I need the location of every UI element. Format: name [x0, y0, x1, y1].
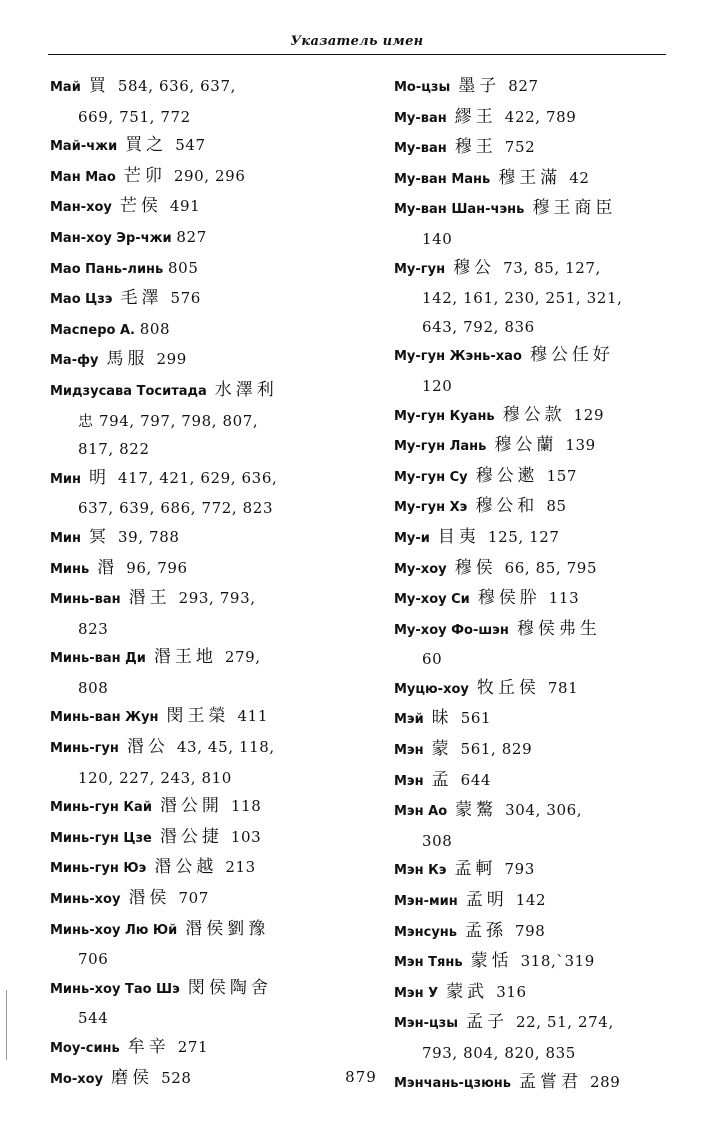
- index-entry: [394, 855, 714, 886]
- index-entry: [50, 192, 370, 223]
- entry-name: Минь-хоу: [50, 892, 121, 908]
- entry-name: Му-гун Жэнь-хао: [394, 349, 522, 365]
- entry-name: Май-чжи: [50, 139, 118, 155]
- index-entry: [50, 792, 370, 823]
- index-entry: [394, 947, 714, 978]
- entry-pages: 316: [496, 982, 527, 1001]
- entry-pages: 118: [230, 797, 262, 816]
- entry-hanzi: 穆公和: [475, 496, 539, 517]
- entry-hanzi: 穆侯: [454, 557, 497, 578]
- entry-pages: 576: [170, 289, 201, 308]
- entry-name: Минь-ван: [50, 592, 121, 608]
- index-entry: [394, 492, 714, 523]
- index-entry: [394, 401, 714, 432]
- entry-hanzi: 孟軻: [454, 859, 497, 880]
- entry-name: Му-ван Шан-чэнь: [394, 202, 525, 218]
- entry-hanzi: 閔王榮: [166, 706, 230, 727]
- entry-pages: 808: [139, 319, 171, 338]
- index-entry: [394, 313, 714, 342]
- entry-name: Минь-гун Кай: [50, 800, 152, 816]
- entry-pages: 66, 85, 795: [504, 558, 598, 577]
- entry-pages: 85: [546, 497, 567, 516]
- index-entry: [50, 554, 370, 585]
- entry-pages: 289: [589, 1072, 621, 1091]
- entry-name: Му-гун Су: [394, 469, 468, 485]
- entry-hanzi: 繆王: [454, 106, 497, 127]
- index-entry: [50, 823, 370, 854]
- entry-name: Мэн: [394, 773, 424, 789]
- entry-pages: 561, 829: [460, 740, 533, 759]
- entry-hanzi: 湣侯: [128, 888, 171, 909]
- entry-name: Му-хоу: [394, 561, 447, 577]
- entry-pages: 422, 789: [504, 107, 577, 126]
- entry-name: Ман-хоу Эр-чжи: [50, 230, 172, 246]
- entry-hanzi: 湣公: [126, 737, 169, 758]
- entry-continuation: 808: [78, 678, 109, 697]
- page-number: 879: [345, 1068, 377, 1086]
- entry-pages: 417, 421, 629, 636,: [118, 468, 278, 487]
- entry-hanzi: 湣侯劉豫: [185, 918, 270, 939]
- entry-name: Муцю-хоу: [394, 681, 469, 697]
- entry-hanzi: 毛澤: [120, 288, 163, 309]
- entry-hanzi: 湣公開: [159, 796, 223, 817]
- index-entry: [394, 133, 714, 164]
- entry-name: Му-ван: [394, 141, 447, 157]
- running-header: Указатель имен: [290, 34, 424, 49]
- entry-hanzi: 牧丘侯: [476, 677, 540, 698]
- index-entry: [394, 1008, 714, 1067]
- entry-pages: 644: [460, 770, 492, 789]
- entry-continuation: 308: [422, 831, 453, 850]
- index-entry: [50, 733, 370, 792]
- entry-name: Му-гун Лань: [394, 439, 487, 455]
- index-entry: [394, 554, 714, 585]
- entry-name: Мидзусава Тоситада: [50, 383, 207, 399]
- index-entry: [394, 615, 714, 674]
- entry-name: Мэн Кэ: [394, 863, 447, 879]
- entry-pages: 39, 788: [118, 527, 180, 546]
- entry-hanzi: 穆侯弗生: [516, 618, 601, 639]
- index-entry: [394, 462, 714, 493]
- entry-hanzi: 穆公蘭: [494, 435, 558, 456]
- index-entry: [394, 674, 714, 705]
- index-entry: [50, 131, 370, 162]
- entry-hanzi: 孟子: [465, 1012, 508, 1033]
- entry-name: Минь-ван Жун: [50, 710, 159, 726]
- entry-name: Мин: [50, 530, 82, 546]
- entry-name: Мин: [50, 471, 82, 487]
- scan-edge-mark: [6, 990, 7, 1060]
- entry-pages: 299: [156, 350, 187, 369]
- entry-pages: 43, 45, 118,: [176, 738, 275, 757]
- entry-name: Май: [50, 80, 81, 95]
- entry-hanzi: 明: [89, 467, 111, 488]
- entry-name: Мэй: [394, 712, 424, 728]
- index-entry: [50, 345, 370, 376]
- index-entry: [50, 853, 370, 884]
- entry-name: Му-хоу Фо-шэн: [394, 622, 509, 638]
- entry-hanzi: 牟辛: [127, 1037, 170, 1057]
- left-column: [50, 72, 370, 1094]
- entry-pages: 318,`319: [520, 952, 595, 971]
- entry-continuation: 120: [422, 376, 453, 395]
- entry-name: Мэн-мин: [394, 894, 458, 910]
- entry-hanzi: 水澤利: [214, 379, 278, 400]
- entry-continuation: 817, 822: [78, 440, 150, 459]
- entry-name: Му-гун Куань: [394, 408, 495, 424]
- entry-pages: 707: [178, 889, 209, 908]
- entry-name: Му-гун Хэ: [394, 500, 468, 516]
- index-entry: [50, 284, 370, 315]
- entry-hanzi: 買: [88, 76, 110, 96]
- entry-hanzi: 芒卯: [123, 165, 166, 186]
- entry-hanzi: 穆侯肸: [477, 588, 541, 609]
- entry-pages: 827: [508, 77, 539, 95]
- entry-hanzi: 湣公越: [154, 857, 218, 878]
- entry-pages: 142: [515, 891, 547, 910]
- index-entry: [50, 435, 370, 464]
- entry-hanzi: 孟孫: [465, 920, 508, 941]
- entry-continuation: 142, 161, 230, 251, 321,: [422, 289, 623, 308]
- index-entry: [394, 194, 714, 253]
- entry-pages: 827: [176, 227, 207, 246]
- entry-pages: 584, 636, 637,: [117, 77, 236, 95]
- entry-hanzi: 買之: [125, 135, 168, 156]
- entry-pages: 279,: [224, 648, 261, 667]
- entry-hanzi: 穆公: [453, 257, 496, 278]
- entry-continuation: 669, 751, 772: [78, 107, 191, 126]
- header-rule: [48, 54, 666, 55]
- entry-name: Мэн У: [394, 985, 439, 1001]
- entry-hanzi: 湣王: [128, 588, 171, 609]
- entry-hanzi: 蒙: [431, 739, 453, 760]
- index-entry: [50, 72, 370, 131]
- entry-pages: 22, 51, 274,: [515, 1013, 614, 1032]
- index-entry: [394, 766, 714, 797]
- entry-hanzi: 閔侯陶舍: [187, 977, 272, 998]
- entry-continuation: 140: [422, 229, 453, 248]
- index-entry: [394, 917, 714, 948]
- index-entry: [394, 523, 714, 554]
- index-entry: [394, 341, 714, 400]
- entry-name: Моу-синь: [50, 1041, 120, 1056]
- index-entry: [50, 376, 370, 435]
- entry-hanzi: 穆王滿: [498, 167, 562, 188]
- entry-continuation: 706: [78, 950, 109, 969]
- entry-name: Мэн Тянь: [394, 955, 463, 971]
- entry-name: Мэнсунь: [394, 924, 458, 940]
- index-entry: [394, 978, 714, 1009]
- entry-hanzi: 冥: [89, 526, 111, 547]
- entry-name: Му-ван Мань: [394, 171, 491, 187]
- entry-hanzi: 穆王: [454, 137, 497, 158]
- entry-name: Мэнчань-цзюнь: [394, 1075, 511, 1091]
- index-entry: [50, 162, 370, 193]
- entry-continuation: 忠 794, 797, 798, 807,: [78, 411, 259, 430]
- entry-hanzi: 湣王地: [153, 647, 217, 668]
- index-entry: [50, 315, 370, 346]
- index-entry: [394, 796, 714, 855]
- entry-hanzi: 穆公款: [502, 404, 566, 425]
- entry-name: Му-и: [394, 530, 430, 546]
- entry-pages: 528: [161, 1068, 192, 1087]
- index-entry: [50, 702, 370, 733]
- entry-hanzi: 孟嘗君: [518, 1071, 582, 1092]
- entry-hanzi: 蒙武: [446, 981, 489, 1002]
- entry-continuation: 60: [422, 650, 443, 669]
- entry-pages: 139: [565, 436, 596, 455]
- entry-pages: 781: [547, 678, 579, 697]
- entry-name: Мэн Ао: [394, 804, 448, 820]
- index-entry: [394, 584, 714, 615]
- entry-hanzi: 昧: [431, 708, 453, 729]
- entry-pages: 805: [168, 258, 199, 277]
- entry-name: Ман Мао: [50, 169, 116, 185]
- entry-name: Минь: [50, 561, 90, 577]
- index-entry: [50, 464, 370, 523]
- entry-pages: 798: [515, 921, 546, 940]
- entry-hanzi: 馬服: [106, 349, 149, 370]
- entry-continuation: 793, 804, 820, 835: [422, 1044, 576, 1062]
- entry-name: Му-гун: [394, 261, 446, 277]
- entry-pages: 129: [573, 405, 605, 424]
- entry-name: Ман-хоу: [50, 200, 112, 216]
- entry-continuation: 823: [78, 619, 109, 638]
- entry-name: Масперо А.: [50, 322, 135, 338]
- entry-pages: 547: [175, 136, 206, 155]
- index-entry: [50, 974, 370, 1033]
- entry-hanzi: 芒侯: [119, 196, 162, 217]
- index-entry: [394, 735, 714, 766]
- index-entry: [394, 254, 714, 313]
- index-entry: [50, 523, 370, 554]
- entry-pages: 73, 85, 127,: [503, 258, 601, 277]
- index-entry: [394, 886, 714, 917]
- entry-continuation: 120, 227, 243, 810: [78, 768, 232, 787]
- entry-name: Минь-гун Юэ: [50, 861, 147, 877]
- index-entry: [394, 72, 714, 103]
- index-entry: [50, 915, 370, 974]
- entry-pages: 103: [230, 827, 262, 846]
- entry-pages: 752: [504, 138, 536, 157]
- index-entry: [394, 431, 714, 462]
- index-entry: [50, 223, 370, 254]
- entry-hanzi: 墨子: [458, 76, 501, 96]
- index-entry: [394, 164, 714, 195]
- entry-hanzi: 穆公任好: [529, 345, 614, 366]
- entry-pages: 293, 793,: [178, 589, 256, 608]
- entry-pages: 304, 306,: [505, 801, 583, 820]
- entry-name: Ма-фу: [50, 353, 99, 369]
- entry-name: Мо-хоу: [50, 1071, 104, 1087]
- entry-name: Мэн-цзы: [394, 1016, 458, 1032]
- index-entry: [50, 254, 370, 285]
- index-entry: [50, 584, 370, 643]
- entry-hanzi: 磨侯: [111, 1067, 154, 1088]
- entry-continuation: 544: [78, 1009, 109, 1028]
- entry-hanzi: 蒙驁: [455, 800, 498, 821]
- entry-name: Минь-хоу Лю Юй: [50, 922, 178, 938]
- entry-hanzi: 穆公遬: [475, 465, 539, 486]
- index-entry: [50, 1033, 370, 1064]
- index-entry: [50, 884, 370, 915]
- entry-hanzi: 湣公捷: [159, 826, 223, 847]
- entry-name: Мао Пань-линь: [50, 261, 164, 277]
- entry-pages: 96, 796: [126, 558, 188, 577]
- entry-pages: 42: [569, 168, 590, 187]
- entry-name: Му-хоу Си: [394, 592, 470, 608]
- entry-hanzi: 孟: [431, 769, 453, 790]
- entry-pages: 290, 296: [173, 166, 246, 185]
- entry-name: Минь-гун: [50, 741, 119, 757]
- right-column: [394, 72, 714, 1098]
- entry-hanzi: 穆王商臣: [532, 198, 617, 219]
- entry-hanzi: 孟明: [465, 890, 508, 911]
- entry-continuation: 637, 639, 686, 772, 823: [78, 499, 274, 518]
- entry-hanzi: 目夷: [437, 526, 480, 547]
- index-entry: [50, 643, 370, 702]
- entry-pages: 125, 127: [487, 527, 560, 546]
- entry-name: Мэн: [394, 743, 424, 759]
- entry-pages: 157: [546, 466, 578, 485]
- entry-pages: 793: [504, 860, 535, 879]
- entry-name: Мао Цзэ: [50, 292, 113, 308]
- entry-name: Минь-гун Цзе: [50, 830, 152, 846]
- entry-continuation: 643, 792, 836: [422, 317, 535, 336]
- entry-pages: 113: [548, 589, 580, 608]
- entry-name: Минь-ван Ди: [50, 651, 146, 667]
- entry-pages: 271: [177, 1038, 209, 1056]
- entry-pages: 561: [460, 709, 492, 728]
- entry-hanzi: 湣: [97, 557, 119, 578]
- entry-name: Мо-цзы: [394, 80, 451, 95]
- entry-pages: 491: [169, 197, 201, 216]
- entry-pages: 213: [225, 858, 256, 877]
- index-entry: [394, 704, 714, 735]
- entry-name: Му-ван: [394, 110, 447, 126]
- entry-hanzi: 蒙恬: [470, 951, 513, 972]
- entry-pages: 411: [237, 707, 268, 726]
- index-entry: [394, 103, 714, 134]
- entry-name: Минь-хоу Тао Шэ: [50, 981, 180, 997]
